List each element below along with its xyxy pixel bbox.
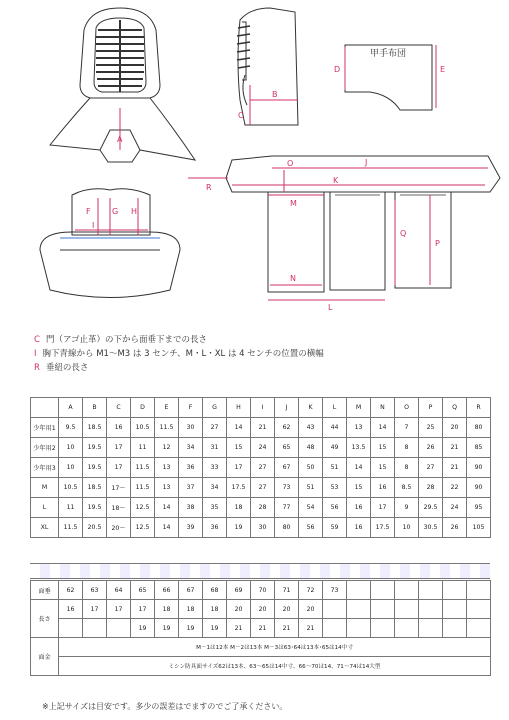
table-cell: 105 bbox=[467, 518, 491, 538]
table-cell: 11.5 bbox=[131, 478, 155, 498]
table-row bbox=[31, 438, 491, 458]
table-cell: 15 bbox=[227, 438, 251, 458]
table-cell: 38 bbox=[179, 498, 203, 518]
table-cell bbox=[395, 619, 419, 638]
table-cell: 16 bbox=[347, 498, 371, 518]
measurement-notes bbox=[34, 333, 324, 375]
table-cell: 73 bbox=[275, 478, 299, 498]
table-cell: 18.5 bbox=[83, 478, 107, 498]
table-row bbox=[31, 498, 491, 518]
table-cell bbox=[107, 619, 131, 638]
table-cell: 24 bbox=[251, 438, 275, 458]
table-cell: 17 bbox=[107, 438, 131, 458]
row-header: 長さ bbox=[31, 600, 59, 638]
table-cell: 69 bbox=[227, 581, 251, 600]
table-cell: 18 bbox=[227, 498, 251, 518]
table-cell: 49 bbox=[323, 438, 347, 458]
table-cell: 7 bbox=[395, 418, 419, 438]
table-cell: 18 bbox=[179, 600, 203, 619]
label-i: I bbox=[92, 221, 95, 230]
table-row bbox=[31, 518, 491, 538]
note-c: C 門（アゴ止革）の下から面垂下までの長さ bbox=[34, 335, 208, 345]
table-cell: 44 bbox=[323, 418, 347, 438]
column-header: D bbox=[131, 398, 155, 418]
label-e: E bbox=[440, 65, 446, 74]
row-header: L bbox=[31, 498, 59, 518]
tare-drawing bbox=[226, 156, 500, 292]
table-cell: 20～ bbox=[107, 518, 131, 538]
table-cell: 64 bbox=[107, 581, 131, 600]
table-cell: 21 bbox=[251, 619, 275, 638]
mengane-note-1: M－1は12本 M－2は13本 M－3は63･64は13本･65は14中寸 bbox=[59, 638, 491, 657]
table-cell bbox=[83, 619, 107, 638]
table-cell: 27 bbox=[251, 458, 275, 478]
table-cell: 53 bbox=[323, 478, 347, 498]
table-cell: 11 bbox=[59, 498, 83, 518]
table-cell: 48 bbox=[299, 438, 323, 458]
table-cell: 19 bbox=[203, 619, 227, 638]
table-cell: 80 bbox=[275, 518, 299, 538]
table-cell: 19.5 bbox=[83, 438, 107, 458]
table-cell: 26 bbox=[443, 518, 467, 538]
label-p: P bbox=[435, 239, 440, 248]
table-cell: 20 bbox=[299, 600, 323, 619]
table-cell: 39 bbox=[179, 518, 203, 538]
table-cell: 54 bbox=[299, 498, 323, 518]
table-cell: 59 bbox=[323, 518, 347, 538]
size-table bbox=[30, 397, 491, 538]
table-cell: 19.5 bbox=[83, 458, 107, 478]
table-cell: 15 bbox=[371, 458, 395, 478]
column-header: A bbox=[59, 398, 83, 418]
column-header: O bbox=[395, 398, 419, 418]
table-cell: 10.5 bbox=[131, 418, 155, 438]
men-side-drawing bbox=[237, 8, 298, 125]
table-cell: 11.5 bbox=[131, 458, 155, 478]
column-header: F bbox=[179, 398, 203, 418]
table-row bbox=[31, 418, 491, 438]
table-cell: 13 bbox=[155, 478, 179, 498]
table-cell: 25 bbox=[419, 418, 443, 438]
table-cell: 56 bbox=[323, 498, 347, 518]
table-cell: 66 bbox=[155, 581, 179, 600]
table-cell: 90 bbox=[467, 478, 491, 498]
column-header: L bbox=[323, 398, 347, 418]
table-cell: 30 bbox=[251, 518, 275, 538]
table-cell: 17.5 bbox=[227, 478, 251, 498]
mengane-row-1 bbox=[31, 638, 491, 657]
table-cell: 17～ bbox=[107, 478, 131, 498]
table-cell bbox=[443, 619, 467, 638]
table-cell: 15 bbox=[371, 438, 395, 458]
table-cell: 29.5 bbox=[419, 498, 443, 518]
column-header: M bbox=[347, 398, 371, 418]
row-header: 少年用1 bbox=[31, 418, 59, 438]
table-cell: 67 bbox=[179, 581, 203, 600]
size-table-header bbox=[31, 398, 491, 418]
table-cell: 18 bbox=[155, 600, 179, 619]
table-cell: 17.5 bbox=[371, 518, 395, 538]
label-f: F bbox=[86, 207, 91, 216]
row-header: XL bbox=[31, 518, 59, 538]
table-cell: 33 bbox=[203, 458, 227, 478]
table-cell: 8.5 bbox=[395, 478, 419, 498]
table-cell: 14 bbox=[347, 458, 371, 478]
table-cell: 85 bbox=[467, 438, 491, 458]
table-cell: 19 bbox=[227, 518, 251, 538]
table-cell bbox=[419, 600, 443, 619]
measurement-lines bbox=[75, 45, 488, 300]
table-cell: 67 bbox=[275, 458, 299, 478]
table-cell bbox=[443, 600, 467, 619]
table-cell: 43 bbox=[299, 418, 323, 438]
label-k: K bbox=[333, 176, 339, 185]
table-cell: 17 bbox=[107, 458, 131, 478]
label-g: G bbox=[112, 207, 119, 216]
length-row-1 bbox=[31, 600, 491, 619]
table-cell bbox=[395, 581, 419, 600]
table-cell bbox=[371, 600, 395, 619]
table-cell: 17 bbox=[83, 600, 107, 619]
table-cell: 80 bbox=[467, 418, 491, 438]
column-header: Q bbox=[443, 398, 467, 418]
table-cell: 12.5 bbox=[131, 518, 155, 538]
label-o: O bbox=[287, 159, 294, 168]
table-cell: 10 bbox=[59, 458, 83, 478]
mendare-row bbox=[31, 581, 491, 600]
label-q: Q bbox=[400, 229, 407, 238]
column-header: P bbox=[419, 398, 443, 418]
column-header: R bbox=[467, 398, 491, 418]
table-cell: 35 bbox=[203, 498, 227, 518]
table-cell: 11.5 bbox=[155, 418, 179, 438]
table-cell: 15 bbox=[347, 478, 371, 498]
table-cell: 14 bbox=[155, 498, 179, 518]
table-cell: 16 bbox=[59, 600, 83, 619]
row-header: M bbox=[31, 478, 59, 498]
table-cell: 34 bbox=[179, 438, 203, 458]
column-header: K bbox=[299, 398, 323, 418]
column-header: I bbox=[251, 398, 275, 418]
table-cell: 19 bbox=[179, 619, 203, 638]
table-cell bbox=[371, 581, 395, 600]
table-cell bbox=[467, 600, 491, 619]
table-cell: 28 bbox=[419, 478, 443, 498]
column-header: G bbox=[203, 398, 227, 418]
table-cell: 11.5 bbox=[59, 518, 83, 538]
table-cell: 77 bbox=[275, 498, 299, 518]
men-size-table bbox=[30, 580, 491, 676]
table-cell: 19 bbox=[131, 619, 155, 638]
table-cell: 21 bbox=[299, 619, 323, 638]
table-cell: 21 bbox=[251, 418, 275, 438]
table-cell: 14 bbox=[371, 418, 395, 438]
table-cell: 10.5 bbox=[59, 478, 83, 498]
table-cell bbox=[347, 581, 371, 600]
table-cell: 95 bbox=[467, 498, 491, 518]
table-cell: 17 bbox=[107, 600, 131, 619]
table-cell: 8 bbox=[395, 438, 419, 458]
table-cell: 73 bbox=[323, 581, 347, 600]
table-cell bbox=[347, 600, 371, 619]
mengane-note-2: ミシン防具面サイズ62は13本、63～65は14中寸、66～70は14、71～74は14大型 bbox=[59, 657, 491, 676]
table-cell: 10 bbox=[59, 438, 83, 458]
row-header: 少年用3 bbox=[31, 458, 59, 478]
table-cell: 10 bbox=[395, 518, 419, 538]
label-a: A bbox=[117, 135, 123, 144]
table-cell: 20 bbox=[227, 600, 251, 619]
label-n: N bbox=[290, 274, 296, 283]
table-cell: 27 bbox=[419, 458, 443, 478]
table-cell: 65 bbox=[131, 581, 155, 600]
table-cell: 16 bbox=[371, 478, 395, 498]
table-cell: 70 bbox=[251, 581, 275, 600]
label-l: L bbox=[328, 303, 333, 312]
table-cell: 21 bbox=[275, 619, 299, 638]
table-cell: 12.5 bbox=[131, 498, 155, 518]
table-cell: 37 bbox=[179, 478, 203, 498]
label-r: R bbox=[206, 183, 212, 192]
table-cell: 14 bbox=[227, 418, 251, 438]
kote-futon-label: 甲手布団 bbox=[370, 49, 407, 59]
table-cell: 17 bbox=[227, 458, 251, 478]
table-cell: 20.5 bbox=[83, 518, 107, 538]
table-cell: 26 bbox=[419, 438, 443, 458]
table-cell: 22 bbox=[443, 478, 467, 498]
table-cell: 56 bbox=[299, 518, 323, 538]
table-cell: 21 bbox=[227, 619, 251, 638]
table-cell: 63 bbox=[83, 581, 107, 600]
table-cell: 50 bbox=[299, 458, 323, 478]
table-cell bbox=[443, 581, 467, 600]
table-cell: 51 bbox=[323, 458, 347, 478]
table-cell bbox=[371, 619, 395, 638]
label-j: J bbox=[365, 158, 368, 167]
table-cell: 16 bbox=[347, 518, 371, 538]
table-cell: 24 bbox=[443, 498, 467, 518]
table-cell bbox=[419, 619, 443, 638]
table-cell: 11 bbox=[131, 438, 155, 458]
table-cell: 71 bbox=[275, 581, 299, 600]
column-header: N bbox=[371, 398, 395, 418]
table-cell bbox=[419, 581, 443, 600]
row-header: 少年用2 bbox=[31, 438, 59, 458]
column-header: C bbox=[107, 398, 131, 418]
label-c: C bbox=[238, 111, 244, 120]
table-cell: 9 bbox=[395, 498, 419, 518]
table-cell: 20 bbox=[251, 600, 275, 619]
table-cell: 12 bbox=[155, 438, 179, 458]
table-row bbox=[31, 458, 491, 478]
column-header: B bbox=[83, 398, 107, 418]
table-cell: 30.5 bbox=[419, 518, 443, 538]
table-cell: 14 bbox=[155, 518, 179, 538]
men-front-drawing bbox=[50, 8, 195, 162]
label-b: B bbox=[272, 90, 278, 99]
table-cell bbox=[395, 600, 419, 619]
table-cell: 19.5 bbox=[83, 498, 107, 518]
table-cell: 8 bbox=[395, 458, 419, 478]
table-cell bbox=[323, 619, 347, 638]
label-m: M bbox=[290, 199, 297, 208]
table-cell: 27 bbox=[251, 478, 275, 498]
table-cell: 36 bbox=[203, 518, 227, 538]
column-header: J bbox=[275, 398, 299, 418]
length-row-2 bbox=[31, 619, 491, 638]
table-cell: 72 bbox=[299, 581, 323, 600]
row-header: 面金 bbox=[31, 638, 59, 676]
table-cell: 62 bbox=[59, 581, 83, 600]
table-cell: 9.5 bbox=[59, 418, 83, 438]
note-i: I 胸下青線から M1～M3 は 3 センチ、M・L・XL は 4 センチの位置の横幅 bbox=[34, 349, 324, 359]
table-cell: 27 bbox=[203, 418, 227, 438]
note-r: R 垂紐の長さ bbox=[34, 363, 89, 373]
table-cell: 20 bbox=[443, 418, 467, 438]
table-cell bbox=[323, 600, 347, 619]
table-cell bbox=[467, 581, 491, 600]
table-cell: 28 bbox=[251, 498, 275, 518]
table-cell: 18.5 bbox=[83, 418, 107, 438]
table-cell: 34 bbox=[203, 478, 227, 498]
table-cell bbox=[467, 619, 491, 638]
table-separator bbox=[30, 563, 490, 579]
table-cell: 90 bbox=[467, 458, 491, 478]
table-cell: 13 bbox=[155, 458, 179, 478]
column-header: E bbox=[155, 398, 179, 418]
table-cell: 65 bbox=[275, 438, 299, 458]
mengane-row-2 bbox=[31, 657, 491, 676]
table-cell: 19 bbox=[155, 619, 179, 638]
column-header bbox=[31, 398, 59, 418]
table-cell: 18 bbox=[203, 600, 227, 619]
table-cell: 21 bbox=[443, 458, 467, 478]
footnote: ※上記サイズは目安です。多少の誤差はでますのでご了承ください。 bbox=[42, 702, 288, 711]
bogu-diagram bbox=[0, 0, 509, 330]
table-cell: 51 bbox=[299, 478, 323, 498]
label-h: H bbox=[131, 207, 138, 216]
table-cell: 17 bbox=[371, 498, 395, 518]
table-cell: 31 bbox=[203, 438, 227, 458]
table-cell: 18～ bbox=[107, 498, 131, 518]
row-header: 面垂 bbox=[31, 581, 59, 600]
table-row bbox=[31, 478, 491, 498]
table-cell: 62 bbox=[275, 418, 299, 438]
table-cell: 20 bbox=[275, 600, 299, 619]
table-cell: 21 bbox=[443, 438, 467, 458]
table-cell: 16 bbox=[107, 418, 131, 438]
table-cell: 30 bbox=[179, 418, 203, 438]
table-cell: 13.5 bbox=[347, 438, 371, 458]
table-cell: 13 bbox=[347, 418, 371, 438]
column-header: H bbox=[227, 398, 251, 418]
table-cell: 36 bbox=[179, 458, 203, 478]
label-d: D bbox=[334, 65, 341, 74]
table-cell: 17 bbox=[131, 600, 155, 619]
table-cell bbox=[347, 619, 371, 638]
table-cell: 68 bbox=[203, 581, 227, 600]
table-cell bbox=[59, 619, 83, 638]
